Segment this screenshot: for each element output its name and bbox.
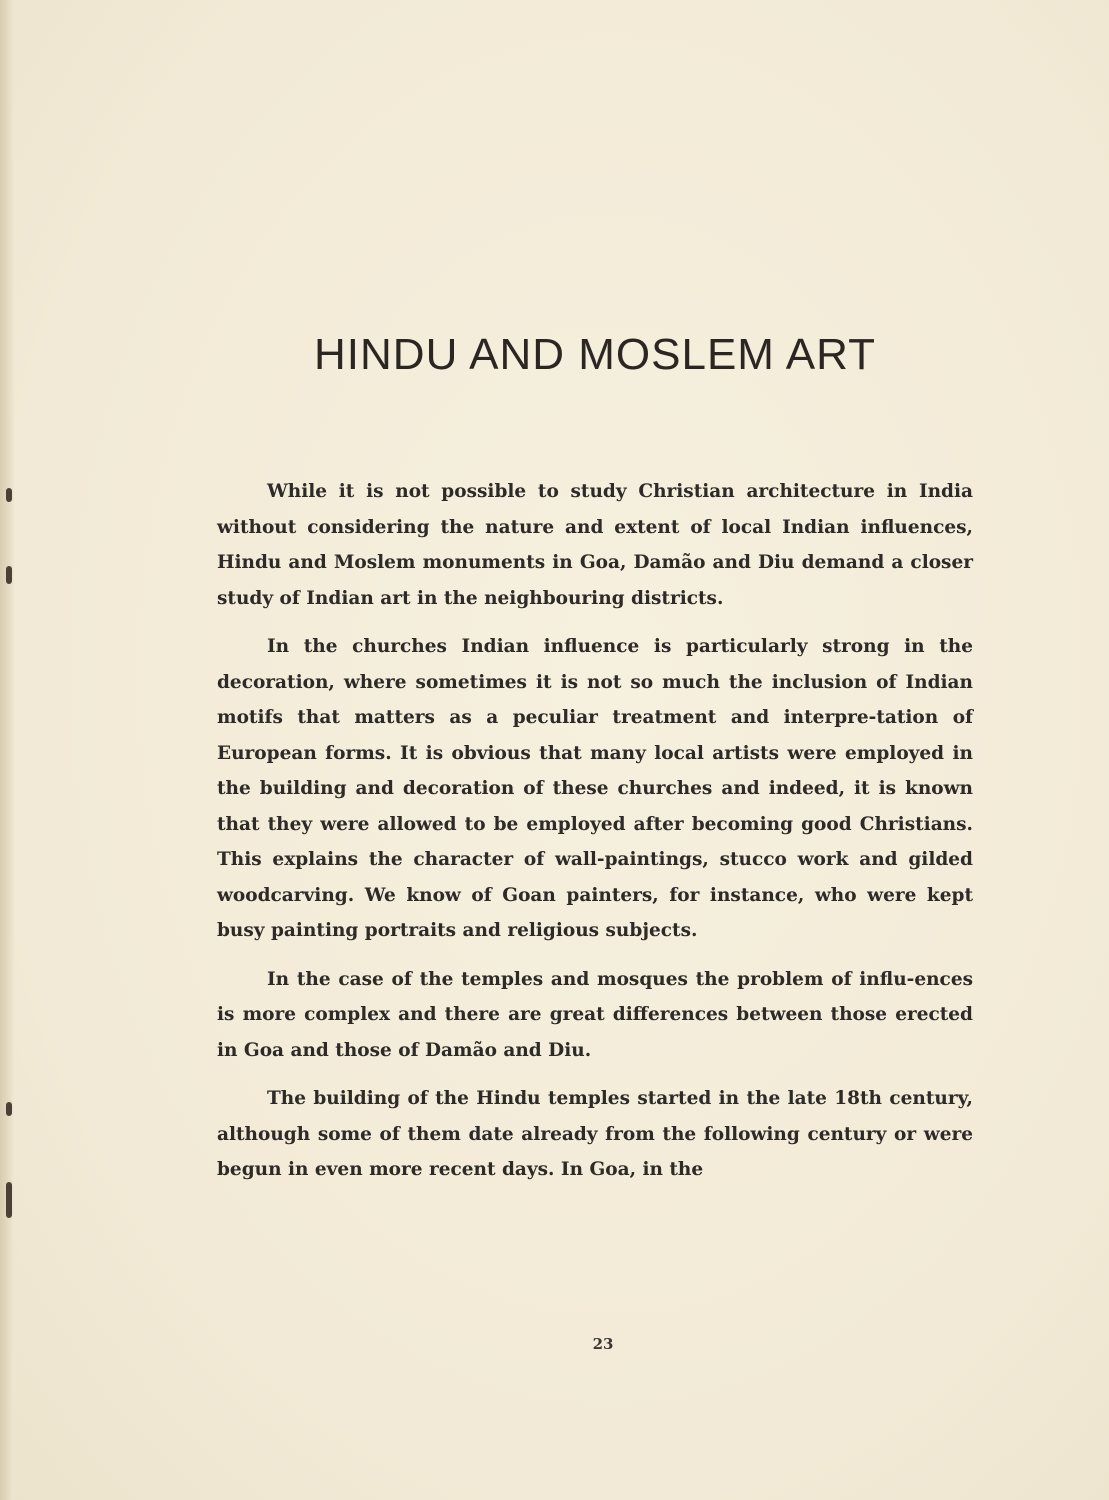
- chapter-title: HINDU AND MOSLEM ART: [314, 330, 876, 379]
- body-text: [217, 474, 973, 1201]
- edge-mark: [6, 1182, 12, 1218]
- paragraph: While it is not possible to study Christian architecture in India without considering the nature and extent of local Indian influences, Hindu and Moslem monuments in Goa, Damão and Diu demand a closer study of Indian art in the neighbouring districts.: [217, 481, 973, 609]
- binding-shadow: [0, 0, 14, 1500]
- paragraph: In the case of the temples and mosques the problem of influ-ences is more complex and there are great differences between those erected in Goa and those of Damão and Diu.: [217, 968, 973, 1061]
- edge-mark: [6, 1102, 12, 1116]
- paragraph: The building of the Hindu temples started in the late 18th century, although some of them date already from the following century or were begun in even more recent days. In Goa, in the: [217, 1088, 973, 1180]
- edge-mark: [6, 566, 12, 584]
- edge-mark: [6, 488, 12, 502]
- page-number: 23: [592, 1335, 614, 1353]
- paragraph: In the churches Indian influence is particularly strong in the decoration, where sometimes it is not so much the inclusion of Indian motifs that matters as a peculiar treatment and interpre-tation of European forms. It is obvious that many local artists were employed in the building and decoration of these churches and indeed, it is known that they were allowed to be employed after becoming good Christians. This explains the character of wall-paintings, stucco work and gilded woodcarving. We know of Goan painters, for instance, who were kept busy painting portraits and religious subjects.: [217, 636, 973, 941]
